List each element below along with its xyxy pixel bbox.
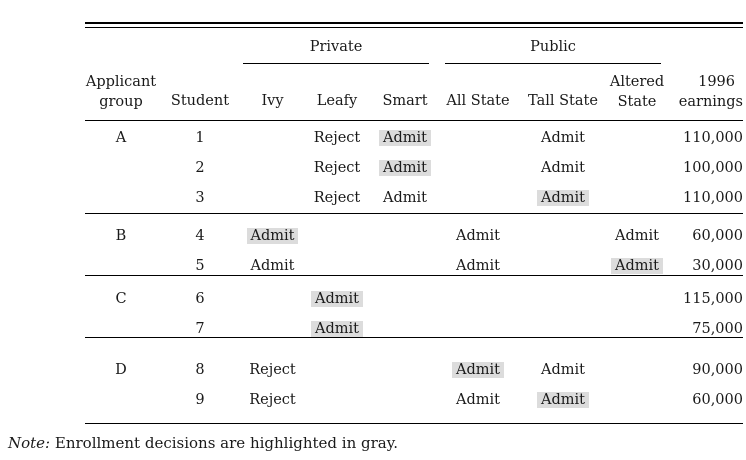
public-group-header: Public (530, 39, 576, 55)
cell-earnings-text: 90,000 (692, 362, 743, 378)
cell-student-text: 6 (195, 291, 205, 307)
cell-altered-state-text: Admit (611, 258, 663, 274)
table-note (8, 434, 398, 452)
header-applicant-group-line2: group (99, 94, 143, 110)
cell-leafy (307, 290, 367, 308)
cell-earnings-text: 60,000 (692, 392, 743, 408)
cell-tall-state-text: Admit (541, 362, 585, 378)
cell-tall-state-text: Admit (541, 160, 585, 176)
cell-tall-state-text: Admit (541, 130, 585, 146)
cell-all-state-text: Admit (456, 258, 500, 274)
header-altered-state-line1: Altered (609, 74, 665, 90)
cell-earnings (673, 320, 743, 338)
cell-smart-text: Admit (379, 160, 431, 176)
cell-ivy-text: Reject (249, 392, 296, 408)
cell-student-text: 9 (195, 392, 205, 408)
cell-all-state-text: Admit (452, 362, 504, 378)
header-altered-state (605, 72, 669, 112)
cell-all-state-text: Admit (456, 392, 500, 408)
cell-smart (375, 129, 435, 147)
cell-all-state (439, 227, 517, 245)
group-separator-cd (85, 337, 743, 338)
cell-all-state (439, 361, 517, 379)
cell-earnings (673, 391, 743, 409)
cell-tall-state (521, 361, 605, 379)
header-tall-state: Tall State (528, 93, 598, 109)
public-group-rule (445, 63, 661, 64)
cell-ivy (245, 361, 300, 379)
note-label: Note: (8, 434, 51, 452)
header-all-state: All State (446, 93, 510, 109)
cell-earnings-text: 75,000 (692, 321, 743, 337)
cell-earnings-text: 110,000 (683, 190, 743, 206)
cell-leafy-text: Admit (311, 321, 363, 337)
header-ivy: Ivy (261, 93, 284, 109)
cell-earnings (673, 361, 743, 379)
cell-leafy (307, 320, 367, 338)
cell-student (165, 290, 235, 308)
cell-leafy (307, 159, 367, 177)
cell-group-text: A (115, 130, 127, 146)
cell-altered-state-text: Admit (615, 228, 659, 244)
cell-all-state (439, 391, 517, 409)
cell-student-text: 1 (195, 130, 205, 146)
header-applicant-group (85, 72, 157, 112)
header-earnings-line2: earnings (678, 94, 743, 110)
cell-group-text: D (115, 362, 127, 378)
cell-tall-state (521, 129, 605, 147)
cell-earnings-text: 110,000 (683, 130, 743, 146)
top-rule-inner (85, 27, 743, 28)
cell-smart-text: Admit (383, 190, 427, 206)
header-smart: Smart (382, 93, 428, 109)
private-group-rule (243, 63, 429, 64)
header-student: Student (170, 93, 230, 109)
cell-earnings (673, 257, 743, 275)
cell-earnings-text: 60,000 (692, 228, 743, 244)
cell-ivy-text: Reject (249, 362, 296, 378)
top-rule (85, 22, 743, 24)
cell-earnings (673, 227, 743, 245)
cell-all-state (439, 257, 517, 275)
cell-student (165, 391, 235, 409)
cell-student-text: 3 (195, 190, 205, 206)
cell-smart (375, 189, 435, 207)
cell-tall-state-text: Admit (537, 190, 589, 206)
cell-all-state-text: Admit (456, 228, 500, 244)
cell-student (165, 361, 235, 379)
cell-leafy (307, 189, 367, 207)
cell-student-text: 5 (195, 258, 205, 274)
cell-leafy-text: Reject (313, 130, 361, 146)
cell-student (165, 129, 235, 147)
cell-group (85, 227, 157, 245)
cell-group-text: B (115, 228, 127, 244)
header-rule (85, 120, 743, 121)
header-1996-earnings (673, 72, 743, 112)
cell-student-text: 4 (195, 228, 205, 244)
private-group-header: Private (309, 39, 363, 55)
cell-group-text: C (115, 291, 127, 307)
cell-student-text: 8 (195, 362, 205, 378)
cell-ivy (245, 391, 300, 409)
cell-leafy-text: Reject (313, 160, 361, 176)
cell-leafy-text: Admit (311, 291, 363, 307)
cell-leafy (307, 129, 367, 147)
group-separator-ab (85, 213, 743, 214)
header-earnings-line1: 1996 (698, 74, 735, 90)
cell-earnings-text: 30,000 (692, 258, 743, 274)
header-altered-state-line2: State (617, 94, 657, 110)
cell-smart-text: Admit (379, 130, 431, 146)
cell-group (85, 290, 157, 308)
cell-student (165, 320, 235, 338)
cell-ivy (245, 257, 300, 275)
cell-earnings (673, 129, 743, 147)
cell-earnings (673, 189, 743, 207)
cell-group (85, 129, 157, 147)
cell-ivy-text: Admit (247, 228, 299, 244)
cell-student (165, 159, 235, 177)
cell-altered-state (605, 257, 669, 275)
cell-student (165, 189, 235, 207)
cell-student (165, 257, 235, 275)
cell-earnings (673, 290, 743, 308)
cell-earnings-text: 100,000 (683, 160, 743, 176)
cell-student (165, 227, 235, 245)
cell-group (85, 361, 157, 379)
cell-tall-state (521, 391, 605, 409)
bottom-rule (85, 423, 743, 424)
cell-ivy-text: Admit (250, 258, 295, 274)
cell-earnings-text: 115,000 (683, 291, 743, 307)
cell-tall-state (521, 189, 605, 207)
cell-student-text: 7 (195, 321, 205, 337)
header-leafy: Leafy (316, 93, 358, 109)
cell-ivy (245, 227, 300, 245)
cell-smart (375, 159, 435, 177)
cell-leafy-text: Reject (313, 190, 361, 206)
cell-tall-state (521, 159, 605, 177)
cell-earnings (673, 159, 743, 177)
cell-tall-state-text: Admit (537, 392, 589, 408)
note-text: Enrollment decisions are highlighted in gray. (50, 434, 398, 452)
cell-altered-state (605, 227, 669, 245)
group-separator-bc (85, 275, 743, 276)
cell-student-text: 2 (195, 160, 205, 176)
header-applicant-group-line1: Applicant (85, 74, 157, 90)
